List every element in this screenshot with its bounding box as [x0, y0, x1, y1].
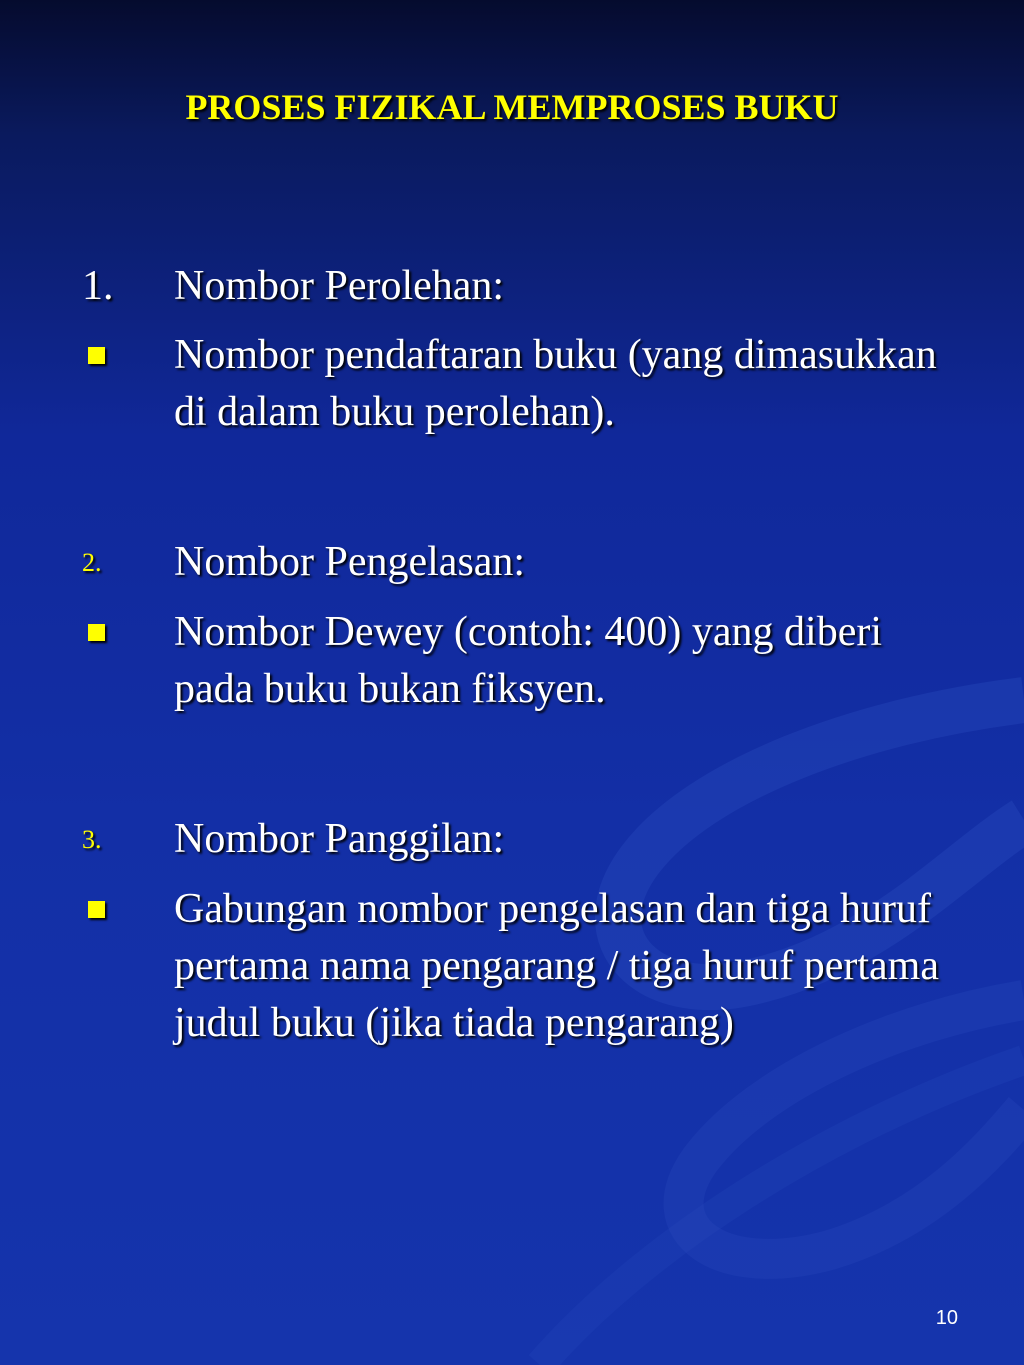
yellow-square-bullet-icon	[88, 624, 105, 641]
list-number-3: 3.	[82, 825, 102, 854]
list-item-3-detail: Gabungan nombor pengelasan dan tiga huruf pertama nama pengarang / tiga huruf pertama judul buku (jika tiada pengarang)	[174, 886, 939, 1046]
list-item-1-detail: Nombor pendaftaran buku (yang dimasukkan di dalam buku perolehan).	[174, 332, 937, 435]
yellow-square-bullet-icon	[88, 347, 105, 364]
yellow-square-bullet-icon	[88, 901, 105, 918]
page-number: 10	[935, 1307, 958, 1329]
list-number-2: 2.	[82, 548, 102, 577]
list-number-1: 1.	[82, 263, 114, 309]
list-item-1-heading: Nombor Perolehan:	[174, 263, 505, 309]
list-item-3-heading: Nombor Panggilan:	[174, 816, 505, 862]
list-item-2-heading: Nombor Pengelasan:	[174, 539, 526, 585]
list-item-2-detail: Nombor Dewey (contoh: 400) yang diberi pada buku bukan fiksyen.	[174, 609, 882, 712]
slide-title: PROSES FIZIKAL MEMPROSES BUKU	[185, 87, 839, 127]
